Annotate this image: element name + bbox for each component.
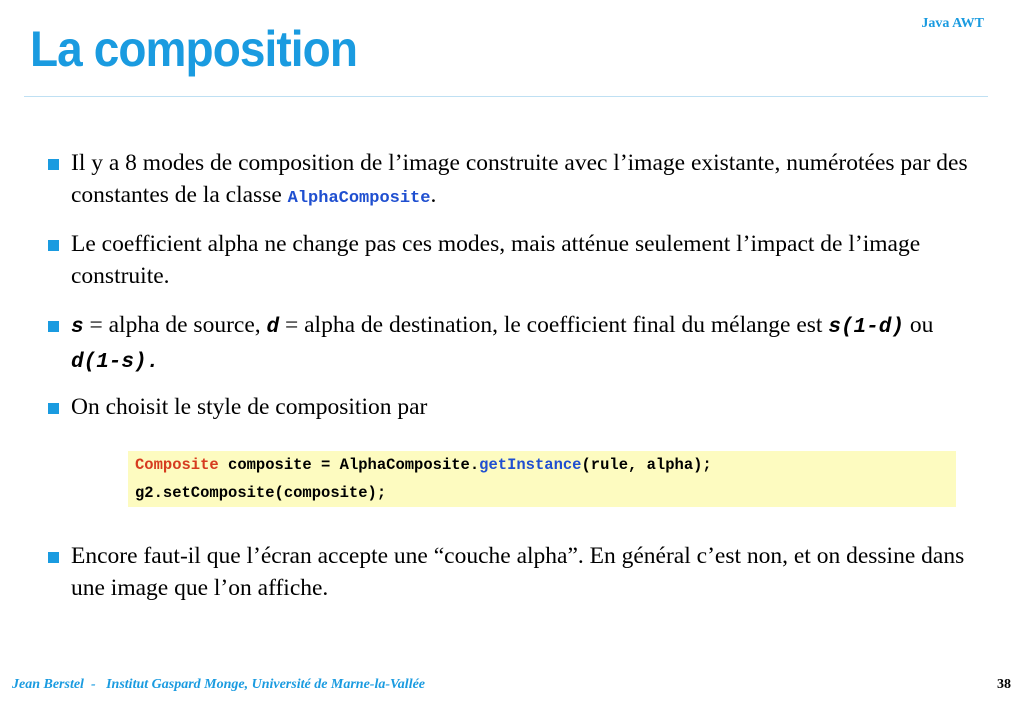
bullet-text <box>71 147 984 215</box>
bullet-text: Encore faut-il que l’écran accepte une “couche alpha”. En général c’est non, et on dessine dans une image que l’on affiche. <box>71 543 965 601</box>
bullet-text-part: . <box>430 182 437 208</box>
title-divider <box>24 96 988 97</box>
code-method: getInstance <box>479 456 582 474</box>
bullet-item <box>44 540 984 604</box>
code-text: (rule, alpha); <box>581 456 712 474</box>
footer-author: Jean Berstel - Institut Gaspard Monge, Université de Marne-la-Vallée <box>12 677 426 692</box>
bullet-text <box>71 309 984 379</box>
bullet-item <box>44 228 984 292</box>
code-type: Composite <box>135 456 219 474</box>
bullet-text-part: = alpha de source, <box>83 312 267 338</box>
formula-expression: d(1-s). <box>71 351 160 374</box>
bullet-item <box>44 147 984 215</box>
inline-code: AlphaComposite <box>287 189 431 208</box>
bullet-text-part: ou <box>903 312 934 338</box>
bullet-text: Le coefficient alpha ne change pas ces modes, mais atténue seulement l’impact de l’image construite. <box>71 231 921 289</box>
bullet-item <box>44 391 984 423</box>
bullet-square-icon <box>48 159 59 170</box>
bullet-item <box>44 309 984 379</box>
bullet-square-icon <box>48 403 59 414</box>
bullet-square-icon <box>48 321 59 332</box>
corner-label: Java AWT <box>921 16 984 31</box>
variable-s: s <box>71 316 84 339</box>
formula-expression: s(1-d) <box>828 316 904 339</box>
page-number: 38 <box>997 677 1011 692</box>
code-line <box>135 451 956 479</box>
bullet-square-icon <box>48 240 59 251</box>
code-line: g2.setComposite(composite); <box>135 484 387 502</box>
bullet-text-part: Il y a 8 modes de composition de l’image construite avec l’image existante, numérotées par des constantes de la classe <box>71 150 968 208</box>
bullet-square-icon <box>48 552 59 563</box>
slide-title: La composition <box>30 21 358 77</box>
variable-d: d <box>266 316 280 339</box>
code-text: composite = AlphaComposite. <box>218 456 480 474</box>
code-block <box>128 451 956 507</box>
bullet-text: On choisit le style de composition par <box>71 394 428 420</box>
bullet-text-part: = alpha de destination, le coefficient final du mélange est <box>279 312 829 338</box>
